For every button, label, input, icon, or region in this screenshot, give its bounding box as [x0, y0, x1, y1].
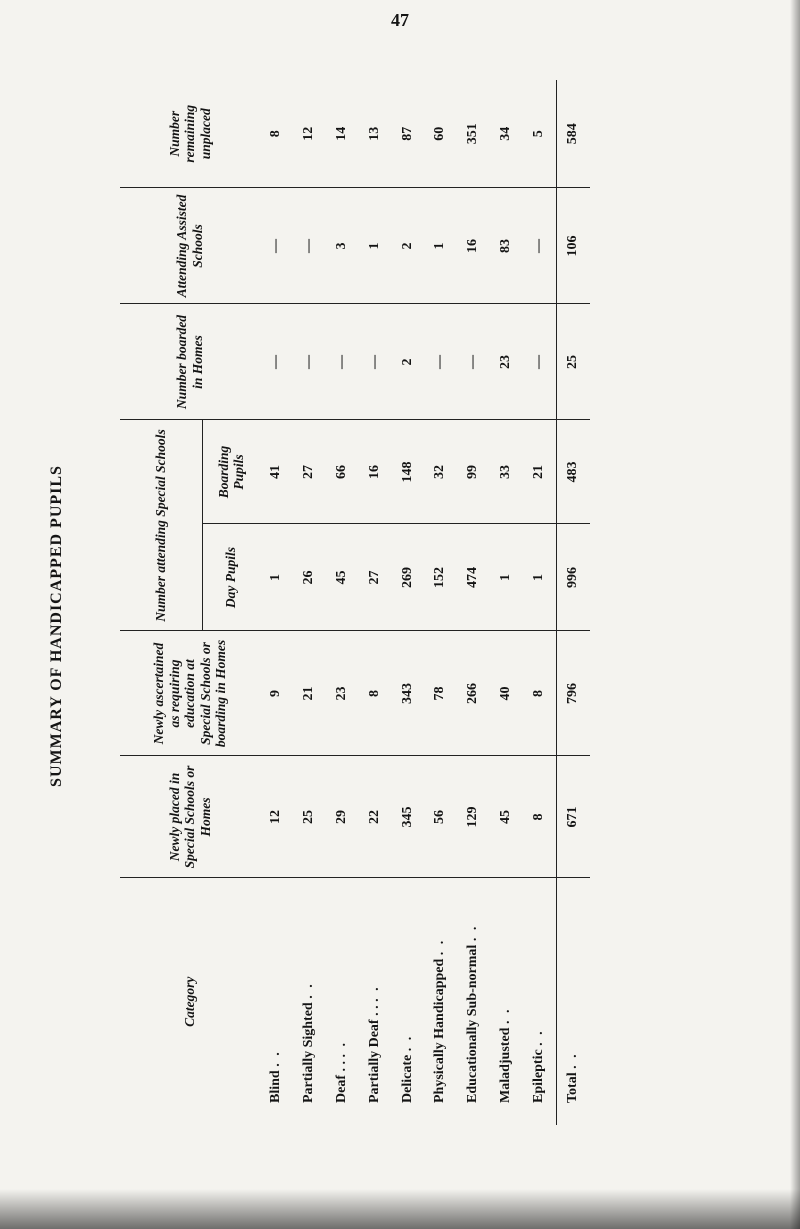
cell-day-pupils: 1 [489, 524, 522, 631]
table-body [260, 80, 590, 1125]
cell-boarding-pupils: 16 [358, 420, 391, 524]
cell-newly-placed: 56 [424, 756, 457, 878]
row-category [293, 878, 326, 1125]
total-row [556, 80, 590, 1125]
leader-dots: . . [366, 985, 382, 1002]
cell-newly-ascertained: 8 [358, 631, 391, 756]
total-unplaced: 584 [556, 80, 590, 188]
leader-dots: . . [399, 1034, 415, 1052]
cell-boarded-homes: — [457, 304, 490, 420]
cell-newly-placed: 8 [522, 756, 556, 878]
table-row [522, 80, 556, 1125]
cell-assisted: 16 [457, 188, 490, 304]
leader-dots: . . [432, 938, 448, 956]
header-boarded-homes: Number boarded in Homes [120, 304, 260, 420]
total-assisted: 106 [556, 188, 590, 304]
cell-newly-ascertained: 8 [522, 631, 556, 756]
cell-boarded-homes: — [293, 304, 326, 420]
page-bottom-shadow [0, 1189, 800, 1229]
page-number: 47 [391, 10, 409, 30]
category-label: Blind [268, 1070, 284, 1103]
leader-dots: . . [565, 1052, 581, 1069]
row-category [522, 878, 556, 1125]
cell-day-pupils: 474 [457, 524, 490, 631]
total-boarding-pupils: 483 [556, 420, 590, 524]
table-row [424, 80, 457, 1125]
total-boarded-homes: 25 [556, 304, 590, 420]
cell-boarding-pupils: 32 [424, 420, 457, 524]
leader-dots: . . [301, 982, 317, 999]
cell-unplaced: 5 [522, 80, 556, 188]
total-label: Total [565, 1072, 581, 1103]
cell-assisted: 1 [358, 188, 391, 304]
cell-unplaced: 87 [391, 80, 424, 188]
category-label: Partially Deaf . . [366, 1005, 382, 1103]
row-category [457, 878, 490, 1125]
side-title-text: SUMMARY OF HANDICAPPED PUPILS [48, 465, 65, 787]
cell-boarding-pupils: 33 [489, 420, 522, 524]
cell-newly-ascertained: 266 [457, 631, 490, 756]
cell-boarding-pupils: 99 [457, 420, 490, 524]
cell-unplaced: 12 [293, 80, 326, 188]
header-day-pupils: Day Pupils [202, 524, 260, 631]
header-newly-ascertained: Newly ascertained as requiring education at Special Schools or boarding in Homes [120, 631, 260, 756]
cell-boarding-pupils: 21 [522, 420, 556, 524]
summary-table [120, 80, 590, 1125]
cell-boarded-homes: — [424, 304, 457, 420]
cell-boarded-homes: — [326, 304, 359, 420]
cell-unplaced: 13 [358, 80, 391, 188]
cell-unplaced: 14 [326, 80, 359, 188]
row-category [260, 878, 293, 1125]
total-newly-ascertained: 796 [556, 631, 590, 756]
cell-day-pupils: 269 [391, 524, 424, 631]
cell-newly-placed: 45 [489, 756, 522, 878]
cell-boarded-homes: 2 [391, 304, 424, 420]
total-day-pupils: 996 [556, 524, 590, 631]
cell-unplaced: 8 [260, 80, 293, 188]
cell-day-pupils: 27 [358, 524, 391, 631]
row-category [489, 878, 522, 1125]
table-row [391, 80, 424, 1125]
cell-day-pupils: 152 [424, 524, 457, 631]
header-attending-assisted: Attending Assisted Schools [120, 188, 260, 304]
cell-unplaced: 351 [457, 80, 490, 188]
cell-newly-placed: 129 [457, 756, 490, 878]
cell-day-pupils: 1 [522, 524, 556, 631]
cell-assisted: 2 [391, 188, 424, 304]
table-row [358, 80, 391, 1125]
cell-newly-ascertained: 21 [293, 631, 326, 756]
cell-newly-placed: 22 [358, 756, 391, 878]
leader-dots: . . [268, 1050, 284, 1067]
cell-boarding-pupils: 148 [391, 420, 424, 524]
cell-assisted: 1 [424, 188, 457, 304]
table-row [326, 80, 359, 1125]
header-remaining-unplaced: Number remaining unplaced [120, 80, 260, 188]
cell-newly-ascertained: 40 [489, 631, 522, 756]
row-category [358, 878, 391, 1125]
cell-boarding-pupils: 27 [293, 420, 326, 524]
row-category [556, 878, 590, 1125]
header-attending-special: Number attending Special Schools [120, 420, 202, 631]
cell-day-pupils: 26 [293, 524, 326, 631]
row-category [391, 878, 424, 1125]
cell-day-pupils: 45 [326, 524, 359, 631]
cell-assisted: 3 [326, 188, 359, 304]
category-label: Physically Handicapped [432, 958, 448, 1103]
cell-assisted: 83 [489, 188, 522, 304]
cell-unplaced: 34 [489, 80, 522, 188]
cell-assisted: — [522, 188, 556, 304]
leader-dots: . . [530, 1029, 546, 1046]
leader-dots: . . [465, 924, 481, 942]
header-category: Category [182, 976, 198, 1027]
header-newly-placed: Newly placed in Special Schools or Homes [120, 756, 260, 878]
row-category [424, 878, 457, 1125]
table-row [260, 80, 293, 1125]
cell-boarded-homes: — [358, 304, 391, 420]
leader-dots: . . [497, 1007, 513, 1025]
cell-assisted: — [260, 188, 293, 304]
table-row [489, 80, 522, 1125]
page-edge-shadow [790, 0, 800, 1229]
cell-boarded-homes: — [260, 304, 293, 420]
cell-day-pupils: 1 [260, 524, 293, 631]
category-label: Deaf . . [333, 1061, 349, 1103]
cell-newly-ascertained: 343 [391, 631, 424, 756]
cell-newly-placed: 345 [391, 756, 424, 878]
cell-boarding-pupils: 66 [326, 420, 359, 524]
table-row [457, 80, 490, 1125]
cell-boarded-homes: 23 [489, 304, 522, 420]
category-label: Delicate [399, 1054, 415, 1103]
category-label: Partially Sighted [301, 1002, 317, 1103]
cell-boarding-pupils: 41 [260, 420, 293, 524]
header-boarding-pupils: Boarding Pupils [202, 420, 260, 524]
cell-newly-placed: 29 [326, 756, 359, 878]
summary-table-rotated [120, 80, 590, 1125]
row-category [326, 878, 359, 1125]
table-row [293, 80, 326, 1125]
category-label: Epileptic [530, 1049, 546, 1103]
total-newly-placed: 671 [556, 756, 590, 878]
leader-dots: . . [333, 1041, 349, 1058]
cell-boarded-homes: — [522, 304, 556, 420]
cell-newly-ascertained: 23 [326, 631, 359, 756]
cell-newly-placed: 25 [293, 756, 326, 878]
category-label: Maladjusted [497, 1027, 513, 1103]
cell-unplaced: 60 [424, 80, 457, 188]
cell-newly-ascertained: 78 [424, 631, 457, 756]
cell-assisted: — [293, 188, 326, 304]
category-label: Educationally Sub-normal [465, 944, 481, 1103]
cell-newly-placed: 12 [260, 756, 293, 878]
cell-newly-ascertained: 9 [260, 631, 293, 756]
